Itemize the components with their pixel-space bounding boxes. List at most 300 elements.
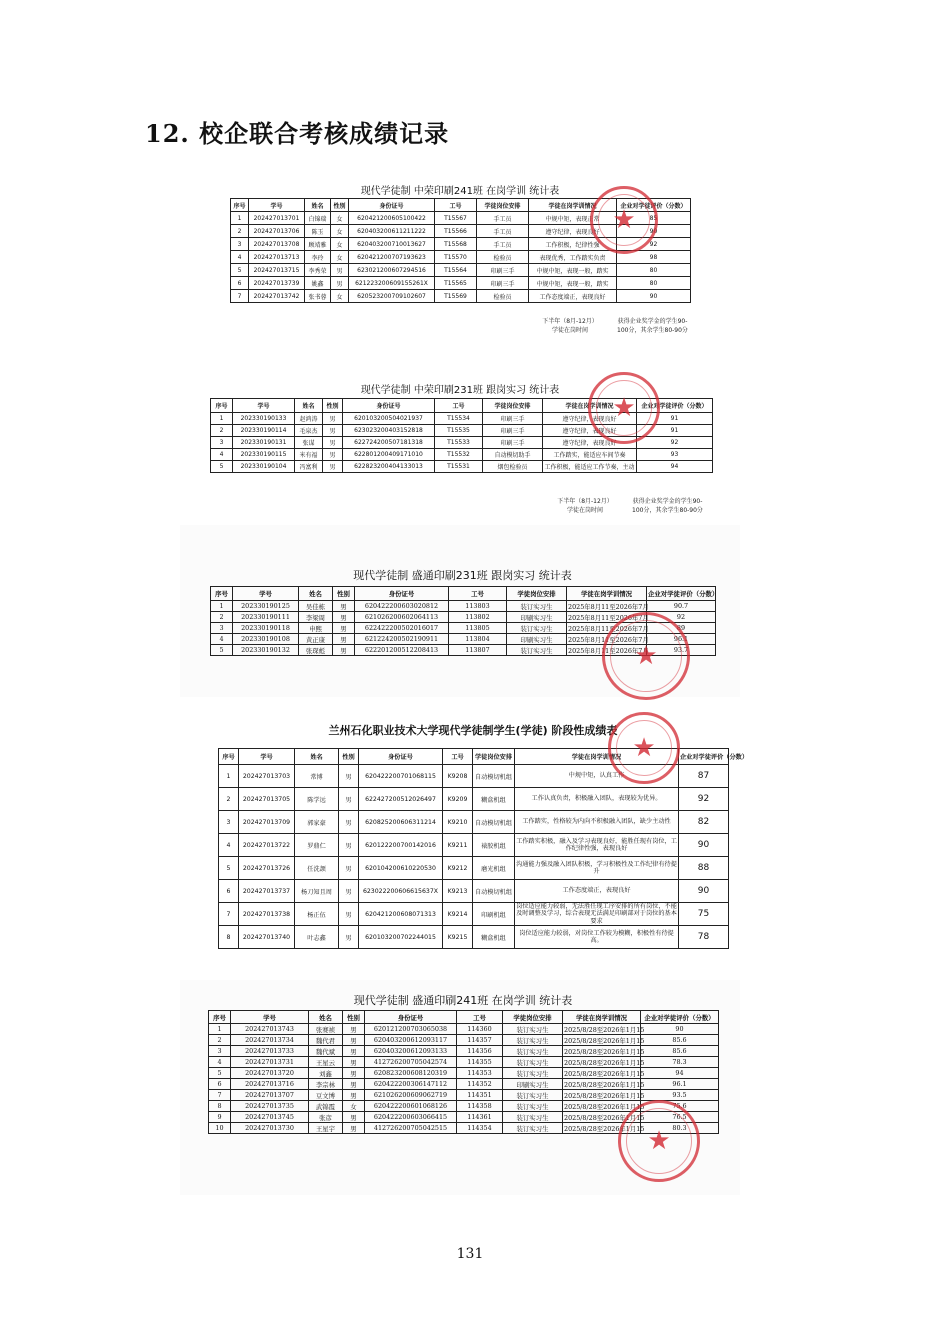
table-row bbox=[231, 225, 691, 238]
table-cell: 杨刀知且周 bbox=[295, 880, 339, 903]
table-cell: 620104200610220530 bbox=[359, 857, 443, 880]
table-cell: T15564 bbox=[435, 264, 477, 277]
table-cell: 98 bbox=[617, 251, 691, 264]
table-cell: 7 bbox=[219, 903, 239, 926]
table-cell: 7 bbox=[209, 1090, 231, 1101]
column-header: 身份证号 bbox=[359, 749, 443, 765]
table-cell: 男 bbox=[323, 437, 343, 449]
table-cell: 男 bbox=[343, 1112, 365, 1123]
table-cell: 622422200502016017 bbox=[355, 623, 449, 634]
stamp-seal-icon: ★ bbox=[602, 612, 690, 700]
table-cell: 印刷实习生 bbox=[503, 1079, 563, 1090]
table-cell: 620523200709102607 bbox=[349, 290, 435, 303]
table-cell: 2025年8月11至2026年7月 bbox=[568, 635, 649, 644]
table-cell: T15535 bbox=[435, 425, 483, 437]
table-cell: 男 bbox=[323, 425, 343, 437]
column-header: 学号 bbox=[231, 1011, 309, 1024]
table-cell: 96.1 bbox=[647, 634, 716, 645]
column-header: 身份证号 bbox=[349, 199, 435, 212]
table-cell: 印刷三手 bbox=[483, 437, 543, 449]
table-cell: 202427013701 bbox=[249, 212, 305, 225]
table-cell: 75.6 bbox=[641, 1101, 719, 1112]
table-row bbox=[231, 264, 691, 277]
table-cell: 男 bbox=[343, 1090, 365, 1101]
table-cell: 男 bbox=[339, 903, 359, 926]
table-cell: 113804 bbox=[449, 634, 507, 645]
table-cell: 622823200404133013 bbox=[343, 461, 435, 473]
table-cell: 93.5 bbox=[641, 1090, 719, 1101]
table-cell: 女 bbox=[331, 212, 349, 225]
table-cell: 2025/8/28至2026年1月15 bbox=[564, 1102, 645, 1111]
table-cell: 4 bbox=[211, 449, 233, 461]
table-cell: 自动模切机组 bbox=[473, 765, 515, 788]
table-cell: T15570 bbox=[435, 251, 477, 264]
column-header: 企业对学徒评价（分数） bbox=[641, 1011, 719, 1024]
table-cell: 工作踏实，性格较为内向不积极融入团队，缺少主动性 bbox=[515, 811, 679, 834]
table-cell: 2 bbox=[209, 1035, 231, 1046]
table-cell: 3 bbox=[211, 437, 233, 449]
table-cell: 工作认真负责，积极融入团队，表现较为优异。 bbox=[515, 788, 679, 811]
table-row bbox=[211, 437, 713, 449]
table-cell: 2025/8/28至2026年1月15 bbox=[564, 1113, 645, 1122]
table1-title: 现代学徒制 中荣印刷241班 在岗学训 统计表 bbox=[360, 186, 560, 197]
table-row bbox=[219, 926, 729, 949]
table-cell: 202427013742 bbox=[249, 290, 305, 303]
table-cell: 623023200403152818 bbox=[343, 425, 435, 437]
table-row bbox=[211, 601, 716, 612]
table-cell: 2025年8月11至2026年7月 bbox=[568, 613, 649, 622]
table-cell: 中规中矩，表现一般，踏实 bbox=[529, 264, 617, 277]
table-cell: 114358 bbox=[457, 1101, 503, 1112]
table-row bbox=[231, 290, 691, 303]
table-cell: 工作态度端正，表现良好 bbox=[529, 290, 617, 303]
column-header: 工号 bbox=[449, 587, 507, 601]
column-header: 学号 bbox=[233, 399, 295, 413]
table-cell: 叶志鑫 bbox=[295, 926, 339, 949]
table-cell: 装订实习生 bbox=[503, 1046, 563, 1057]
table-cell: 工作积极，纪律性强 bbox=[529, 238, 617, 251]
table-cell: 陈玉 bbox=[305, 225, 331, 238]
table-cell: 5 bbox=[209, 1068, 231, 1079]
table2 bbox=[210, 398, 713, 473]
table-cell: 工作态度端正，表现良好 bbox=[515, 880, 679, 903]
table-row bbox=[211, 413, 713, 425]
table-cell: T15565 bbox=[435, 277, 477, 290]
table3-title: 现代学徒制 盛通印刷231班 跟岗实习 统计表 bbox=[353, 569, 572, 582]
table-cell: 男 bbox=[331, 277, 349, 290]
table-row bbox=[209, 1090, 719, 1101]
table-row bbox=[219, 834, 729, 857]
table-cell: 武锦霞 bbox=[309, 1101, 343, 1112]
column-header: 姓名 bbox=[305, 199, 331, 212]
table-cell: 114360 bbox=[457, 1024, 503, 1035]
table-cell: 2 bbox=[231, 225, 249, 238]
table2-note-right: 获得企业奖学金的学生90- 100分，其余学生80-90分 bbox=[632, 498, 703, 514]
table-row bbox=[209, 1068, 719, 1079]
table-row bbox=[209, 1024, 719, 1035]
table-cell: 202330190132 bbox=[233, 645, 299, 656]
table-cell: 80.3 bbox=[641, 1123, 719, 1134]
table-cell: 75 bbox=[679, 903, 729, 926]
column-header: 序号 bbox=[231, 199, 249, 212]
table-cell: 2025年8月11至2026年7月 bbox=[568, 646, 649, 655]
table-row bbox=[231, 251, 691, 264]
table-header-row bbox=[231, 199, 691, 212]
table-cell: 87 bbox=[679, 765, 729, 788]
table-cell: 620103200702244015 bbox=[359, 926, 443, 949]
table-cell: 冯富利 bbox=[295, 461, 323, 473]
table-cell: 申熙 bbox=[299, 623, 333, 634]
table-cell: K9210 bbox=[443, 811, 473, 834]
table-cell: 91 bbox=[637, 413, 713, 425]
table-cell: K9208 bbox=[443, 765, 473, 788]
table-cell: 郭家豪 bbox=[295, 811, 339, 834]
table-cell: 4 bbox=[219, 834, 239, 857]
table-cell: 92 bbox=[637, 437, 713, 449]
table-cell: T15531 bbox=[435, 461, 483, 473]
table-cell: 3 bbox=[209, 1046, 231, 1057]
column-header: 学徒在岗学训情况 bbox=[529, 199, 617, 212]
table-cell: 78 bbox=[679, 926, 729, 949]
table-header-row bbox=[211, 399, 713, 413]
page-number: 131 bbox=[456, 1246, 484, 1262]
table-cell: 男 bbox=[339, 926, 359, 949]
table-cell: 男 bbox=[339, 811, 359, 834]
table-cell: 装订实习生 bbox=[503, 1024, 563, 1035]
table-cell: 杨正伍 bbox=[295, 903, 339, 926]
table-cell: 621223200609155261X bbox=[349, 277, 435, 290]
table-cell: T15566 bbox=[435, 225, 477, 238]
table-cell: 豆文博 bbox=[309, 1090, 343, 1101]
table-cell: K9211 bbox=[443, 834, 473, 857]
table-cell: 男 bbox=[333, 601, 355, 612]
table-cell: 202427013733 bbox=[231, 1046, 309, 1057]
table-cell: 202427013730 bbox=[231, 1123, 309, 1134]
table-cell: 622724200507181318 bbox=[343, 437, 435, 449]
column-header: 身份证号 bbox=[365, 1011, 457, 1024]
table-cell: 白锦瑞 bbox=[305, 212, 331, 225]
table-cell: 印刷三手 bbox=[483, 425, 543, 437]
table-cell: 男 bbox=[323, 449, 343, 461]
table-cell: 202427013709 bbox=[239, 811, 295, 834]
table-cell: 1 bbox=[211, 601, 233, 612]
table-cell: 3 bbox=[231, 238, 249, 251]
table-cell: 工作积极，能适应工作节奏，主动 bbox=[543, 461, 637, 473]
table-cell: 202427013722 bbox=[239, 834, 295, 857]
table-cell: 622201200512208413 bbox=[355, 645, 449, 656]
table-cell: 装订实习生 bbox=[507, 601, 567, 612]
table-cell: 620403200612093133 bbox=[365, 1046, 457, 1057]
table-cell: 202427013745 bbox=[231, 1112, 309, 1123]
column-header: 企业对学徒评价（分数） bbox=[647, 587, 716, 601]
table-cell: 任洗颉 bbox=[295, 857, 339, 880]
table-cell: 印刷机组 bbox=[473, 903, 515, 926]
table-cell: 622427200512026497 bbox=[359, 788, 443, 811]
table-cell: K9215 bbox=[443, 926, 473, 949]
table-cell: 检验员 bbox=[477, 251, 529, 264]
table-cell: 92 bbox=[679, 788, 729, 811]
table-cell: 工作踏实，能适应车间节奏 bbox=[543, 449, 637, 461]
table-cell: 620422200701068115 bbox=[359, 765, 443, 788]
table-cell: 10 bbox=[209, 1123, 231, 1134]
column-header: 姓名 bbox=[295, 399, 323, 413]
column-header: 学号 bbox=[249, 199, 305, 212]
table-cell: 9 bbox=[209, 1112, 231, 1123]
column-header: 序号 bbox=[211, 399, 233, 413]
table-cell: 4 bbox=[211, 634, 233, 645]
table-cell: 女 bbox=[343, 1101, 365, 1112]
table-row bbox=[211, 634, 716, 645]
table-cell: K9214 bbox=[443, 903, 473, 926]
table-cell: 2025年8月11至2026年7月 bbox=[568, 602, 649, 611]
table-cell: 装订实习生 bbox=[507, 623, 567, 634]
table-cell: 6 bbox=[209, 1079, 231, 1090]
table-cell: 89 bbox=[647, 623, 716, 634]
table-cell: 男 bbox=[333, 623, 355, 634]
table-cell: 常博 bbox=[295, 765, 339, 788]
table-cell: 114357 bbox=[457, 1035, 503, 1046]
table-cell: 82 bbox=[679, 811, 729, 834]
table-cell: 女 bbox=[331, 238, 349, 251]
table-row bbox=[219, 880, 729, 903]
table-cell: 1 bbox=[231, 212, 249, 225]
table-cell: 90 bbox=[641, 1024, 719, 1035]
stamp-seal-icon: ★ bbox=[590, 186, 658, 254]
table-cell: 装订实习生 bbox=[503, 1123, 563, 1134]
table-cell: 米有福 bbox=[295, 449, 323, 461]
table-cell: 男 bbox=[343, 1046, 365, 1057]
table-cell: 202427013716 bbox=[231, 1079, 309, 1090]
table-cell: 202427013715 bbox=[249, 264, 305, 277]
table-cell: 90 bbox=[679, 880, 729, 903]
table-cell: 2 bbox=[211, 612, 233, 623]
column-header: 学号 bbox=[233, 587, 299, 601]
table-cell: 202330190111 bbox=[233, 612, 299, 623]
table-cell: 94 bbox=[637, 461, 713, 473]
table-cell: 202330190108 bbox=[233, 634, 299, 645]
column-header: 身份证号 bbox=[343, 399, 435, 413]
table-header-row bbox=[211, 587, 716, 601]
table-row bbox=[211, 461, 713, 473]
table-cell: 装订实习生 bbox=[503, 1112, 563, 1123]
table-cell: 女 bbox=[331, 251, 349, 264]
column-header: 学徒岗位安排 bbox=[507, 587, 567, 601]
table-cell: 620823200608120319 bbox=[365, 1068, 457, 1079]
table-cell: 男 bbox=[339, 834, 359, 857]
table-cell: 96.1 bbox=[641, 1079, 719, 1090]
table-cell: 遵守纪律，表现良好 bbox=[543, 437, 637, 449]
table-cell: 烟包检验员 bbox=[483, 461, 543, 473]
table-cell: 张谋 bbox=[295, 437, 323, 449]
table-cell: 糊盒机组 bbox=[473, 926, 515, 949]
table-cell: 620422200603066415 bbox=[365, 1112, 457, 1123]
column-header: 学徒岗位安排 bbox=[473, 749, 515, 765]
table-cell: 魏代君 bbox=[309, 1035, 343, 1046]
table-cell: 202427013740 bbox=[239, 926, 295, 949]
column-header: 企业对学徒评价（分数） bbox=[679, 749, 729, 765]
column-header: 学号 bbox=[239, 749, 295, 765]
table-cell: 自动模切机组 bbox=[473, 880, 515, 903]
table-cell: 装订实习生 bbox=[503, 1057, 563, 1068]
column-header: 身份证号 bbox=[355, 587, 449, 601]
column-header: 学徒岗位安排 bbox=[483, 399, 543, 413]
table-cell: 岗位适应能力较弱，无法胜任现工序安排的所有岗位，不能及时调整及学习，综合表现无法满足印刷部对于岗位的基本要求 bbox=[516, 903, 677, 925]
column-header: 学徒在岗学训情况 bbox=[543, 399, 637, 413]
table-cell: 3 bbox=[219, 811, 239, 834]
table-cell: 620403200612093117 bbox=[365, 1035, 457, 1046]
table-cell: 王星云 bbox=[309, 1057, 343, 1068]
table-cell: 磨光机组 bbox=[473, 857, 515, 880]
table-cell: 2025/8/28至2026年1月15 bbox=[564, 1080, 645, 1089]
table-cell: 印刷三手 bbox=[477, 277, 529, 290]
table-cell: 202330190118 bbox=[233, 623, 299, 634]
table-cell: 92 bbox=[617, 238, 691, 251]
table-row bbox=[209, 1046, 719, 1057]
table3 bbox=[210, 586, 719, 656]
table-cell: T15568 bbox=[435, 238, 477, 251]
table-cell: 张彦 bbox=[309, 1112, 343, 1123]
table-cell: 91 bbox=[637, 425, 713, 437]
table-cell: 202427013713 bbox=[249, 251, 305, 264]
table-cell: 姚鑫 bbox=[305, 277, 331, 290]
column-header: 性别 bbox=[331, 199, 349, 212]
table-cell: 202330190104 bbox=[233, 461, 295, 473]
table-cell: 印刷三手 bbox=[477, 264, 529, 277]
table-cell: 张书蓉 bbox=[305, 290, 331, 303]
table-cell: 糊盒机组 bbox=[473, 788, 515, 811]
table-cell: 手工员 bbox=[477, 212, 529, 225]
column-header: 学徒岗位安排 bbox=[477, 199, 529, 212]
table-cell: 202330190125 bbox=[233, 601, 299, 612]
table-cell: 男 bbox=[339, 788, 359, 811]
table-row bbox=[211, 645, 716, 656]
table1-note-left: 下半年（8月-12月） 学徒在岗时间 bbox=[542, 318, 598, 334]
table-cell: T15567 bbox=[435, 212, 477, 225]
column-header: 工号 bbox=[435, 199, 477, 212]
table-cell: 2025/8/28至2026年1月15 bbox=[564, 1025, 645, 1034]
table-cell: 检验员 bbox=[477, 290, 529, 303]
table-cell: 202427013739 bbox=[249, 277, 305, 290]
table-row bbox=[231, 277, 691, 290]
table-cell: 94 bbox=[641, 1068, 719, 1079]
table-cell: 622801200409171010 bbox=[343, 449, 435, 461]
table-cell: 男 bbox=[343, 1024, 365, 1035]
table-row bbox=[211, 425, 713, 437]
table-cell: 114354 bbox=[457, 1123, 503, 1134]
table-cell: 621224200502190911 bbox=[355, 634, 449, 645]
column-header: 序号 bbox=[209, 1011, 231, 1024]
table-cell: 女 bbox=[331, 290, 349, 303]
table-cell: 80 bbox=[617, 277, 691, 290]
table-cell: 沟通能力强及融入团队积极，学习积极性及工作纪律有待提升 bbox=[515, 857, 679, 880]
table-cell: T15534 bbox=[435, 413, 483, 425]
table-row bbox=[231, 212, 691, 225]
table-cell: 114352 bbox=[457, 1079, 503, 1090]
column-header: 学徒在岗学训情况 bbox=[563, 1011, 641, 1024]
table-cell: 620421200608071313 bbox=[359, 903, 443, 926]
table-cell: 620403200710013627 bbox=[349, 238, 435, 251]
table5-title: 现代学徒制 盛通印刷241班 在岗学训 统计表 bbox=[353, 994, 573, 1007]
table-cell: 202427013720 bbox=[231, 1068, 309, 1079]
table-cell: 202427013705 bbox=[239, 788, 295, 811]
table-cell: 202427013703 bbox=[239, 765, 295, 788]
table-cell: 印刷实习生 bbox=[507, 634, 567, 645]
column-header: 工号 bbox=[435, 399, 483, 413]
table-row bbox=[209, 1123, 719, 1134]
table-cell: 202330190114 bbox=[233, 425, 295, 437]
table-cell: 工作踏实积极，融入及学习表现良好，能胜任现有岗位，工作纪律性强，表现良好 bbox=[515, 834, 679, 857]
table1 bbox=[230, 198, 691, 303]
column-header: 性别 bbox=[323, 399, 343, 413]
table-row bbox=[209, 1035, 719, 1046]
table-cell: 罗鼎仁 bbox=[295, 834, 339, 857]
table-cell: T15533 bbox=[435, 437, 483, 449]
column-header: 企业对学徒评价（分数） bbox=[637, 399, 713, 413]
table-cell: 李宗林 bbox=[309, 1079, 343, 1090]
table-cell: 621026200602064113 bbox=[355, 612, 449, 623]
table-header-row bbox=[209, 1011, 719, 1024]
table-cell: 男 bbox=[343, 1123, 365, 1134]
stamp-seal-icon: ★ bbox=[588, 372, 660, 444]
table-cell: 620421200605100422 bbox=[349, 212, 435, 225]
table-cell: 90 bbox=[617, 290, 691, 303]
table-cell: 装订实习生 bbox=[503, 1068, 563, 1079]
table-cell: 自动模切机组 bbox=[473, 811, 515, 834]
stamp-seal-icon: ★ bbox=[608, 712, 680, 784]
table-cell: 5 bbox=[231, 264, 249, 277]
table-cell: 620122200700142016 bbox=[359, 834, 443, 857]
column-header: 姓名 bbox=[309, 1011, 343, 1024]
table-row bbox=[211, 623, 716, 634]
table-cell: 623021200607294516 bbox=[349, 264, 435, 277]
table-cell: 8 bbox=[209, 1101, 231, 1112]
column-header: 学徒岗位安排 bbox=[503, 1011, 563, 1024]
table4-title: 兰州石化职业技术大学现代学徒制学生(学徒) 阶段性成绩表 bbox=[328, 724, 618, 737]
table-cell: K9209 bbox=[443, 788, 473, 811]
table-cell: K9212 bbox=[443, 857, 473, 880]
table-cell: 2025/8/28至2026年1月15 bbox=[564, 1047, 645, 1056]
table-cell: 2025/8/28至2026年1月15 bbox=[564, 1124, 645, 1133]
table-cell: 印刷实习生 bbox=[507, 612, 567, 623]
table-cell: 男 bbox=[333, 645, 355, 656]
table-cell: 114351 bbox=[457, 1090, 503, 1101]
table-cell: 202427013726 bbox=[239, 857, 295, 880]
table-cell: 男 bbox=[343, 1079, 365, 1090]
table-cell: 遵守纪律，表现良好 bbox=[543, 413, 637, 425]
table-cell: 张琛彪 bbox=[299, 645, 333, 656]
table-cell: 男 bbox=[323, 413, 343, 425]
table-row bbox=[219, 857, 729, 880]
stamp-seal-icon: ★ bbox=[618, 1100, 700, 1182]
table-cell: 男 bbox=[343, 1035, 365, 1046]
table-cell: 90 bbox=[617, 225, 691, 238]
table-cell: 412726200705042515 bbox=[365, 1123, 457, 1134]
table-cell: 202427013707 bbox=[231, 1090, 309, 1101]
table-cell: 620422200306147112 bbox=[365, 1079, 457, 1090]
table-cell: 手工员 bbox=[477, 225, 529, 238]
column-header: 工号 bbox=[457, 1011, 503, 1024]
table-cell: 202427013734 bbox=[231, 1035, 309, 1046]
table-cell: 黄正康 bbox=[299, 634, 333, 645]
table-cell: 78.3 bbox=[641, 1057, 719, 1068]
table-cell: 1 bbox=[209, 1024, 231, 1035]
table-cell: 5 bbox=[219, 857, 239, 880]
table-cell: 92 bbox=[647, 612, 716, 623]
table-cell: 顾靖雅 bbox=[305, 238, 331, 251]
table-cell: 装订实习生 bbox=[507, 645, 567, 656]
table-cell: 202330190115 bbox=[233, 449, 295, 461]
table-cell: 412726200705042574 bbox=[365, 1057, 457, 1068]
